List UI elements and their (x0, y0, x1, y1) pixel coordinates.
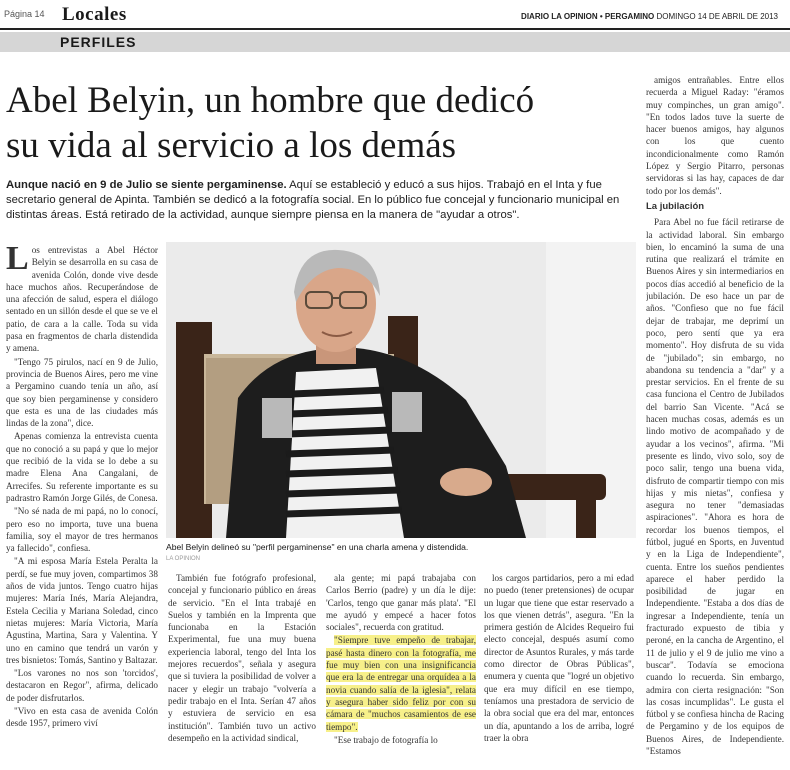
article-photo (166, 242, 636, 538)
paragraph: También fue fotógrafo profesional, concejal y funcionario público en áreas de servicio. "En el Inta trabajé en Suelos y también en la Imprenta que funcionaba en la Estación Experimental, fue una muy buena experiencia laboral, tengo del Inta los mejores recuerdos", señala y asegura que si tuviera la posibilidad de volver a nacer y elegir un trabajo "volvería a pedir trabajo en el Inta. Serían 47 años y estuviera de servicio en esa institución". También tuvo un activo desempeño en la actividad sindical, (168, 573, 316, 743)
photo-credit: LA OPINION (166, 556, 201, 562)
lede-text: Aquí se estableció y educó a sus hijos. Trabajó en el Inta y fue secretario general de Apinta. También se dedicó a la fotografía social. En lo público fue concejal y funcionario municipal en distintas áreas. Está retirado de la actividad, aunque siempre piensa en la manera de "ayudar a otros". (6, 179, 620, 221)
paragraph: "Vivo en esta casa de avenida Colón desde 1957, primero viví (6, 705, 158, 729)
paragraph: "Los varones no nos son 'torcidos', destacaron en Regor", afirma, delicado de poder disfrutarlos. (6, 668, 158, 703)
paragraph: Apenas comienza la entrevista cuenta que no conoció a su papá y que lo mejor que recibió de la vida se lo debe a su madre Elena Ana Cangalani, de Arrecifes. Su referente importante es su padrastro Ramón Jorge Gilés, de Conesa. (6, 431, 158, 503)
lede-bold: Aunque nació en 9 de Julio se siente pergaminense. (6, 179, 287, 191)
paragraph: "Ese trabajo de fotografía lo (334, 734, 438, 745)
paragraph: os entrevistas a Abel Héctor Belyin se desarrolla en su casa de avenida Colón, donde vive desde hace muchos años. Recuperándose de una afección de salud, espera el diálogo sentado en un sillón desde el que se ve el patio, de cara a la calle. Toda su vida pasa en fragmentos de charla distendida y amena. (6, 245, 158, 354)
headline-line-1: Abel Belyin, un hombre que dedicó (6, 80, 535, 121)
lede (6, 178, 642, 223)
article-column-1 (6, 244, 158, 768)
paragraph: amigos entrañables. Entre ellos recuerda a Miguel Raday: "éramos muy compinches, un gran amigo". "En todos lados tuve la suerte de hacer buenos amigos, hay algunos con los que cuento incondicionalmente como Ramón López y Sergio Pitarro, personas servidoras si las hay, capaces de dar todo por los demás". (646, 75, 784, 196)
article-column-2 (168, 572, 316, 770)
paragraph: "Tengo 75 pirulos, nací en 9 de Julio, provincia de Buenos Aires, pero me vine a Pergamino cuando tenía un año, así que soy bien pergaminense y considero que esta es una de las ciudades más lindas de la zona", dice. (6, 356, 158, 429)
subhead-jubilacion: La jubilación (646, 200, 705, 212)
article-column-3 (326, 572, 476, 770)
page-number: Página 14 (4, 9, 45, 19)
article-column-4 (484, 572, 634, 770)
section-title: Locales (62, 4, 127, 25)
paragraph: "A mi esposa María Estela Peralta la perdí, se fue muy joven, compartimos 38 años de vida juntos. Tengo cuatro hijas mujeres: María Inés, María Alejandra, Estela Cecilia y Mariana Soledad, cinco nietas mujeres: María Victoria, María Agustina, Martina, Sara y Valentina. Y uno en camino que tendrá un varón y tres bisnietos: Tomás, Santino y Baltazar. (6, 556, 158, 665)
headline-line-2: su vida al servicio a los demás (6, 125, 457, 166)
issue-date: DOMINGO 14 DE ABRIL DE 2013 (656, 12, 778, 21)
photo-caption: Abel Belyin delineó su "perfil pergaminense" en una charla amena y distendida. (166, 542, 469, 552)
paragraph: Para Abel no fue fácil retirarse de la actividad laboral. Sin embargo bien, lo encaminó la suma de una rutina que realizará el trámite en Buenos Aires y sin intermediarios en pocos días accedió al beneficio de la jubilación. De eso hace un par de años. "Confieso que no fue fácil dejar de trabajar, me deprimí un poco, pero sentí que ya era momento". Hoy disfruta de su vida de "jubilado"; sin embargo, no abandona su tendencia a "dar" y a prestar servicios. En el frente de su casa funciona el Centro de Jubilados del barrio San Vicente. "Acá se hacen muchas cosas, además es un lindo motivo de acompañado y de ayudar a los vecinos", afirma. "Mi presente es lindo, vivo solo, soy de poco salir, tengo una buena vida, disfruto de compartir tiempo con mis hijas y mis nietas", confiesa y asegura no tener "demasiadas aspiraciones". "Ahora es hora de recordar los buenos tiempos, el fútbol, jugué en Sports, en Juventud y en la Liga de Independiente", cuenta. Entre los sueños pendientes aparece el haber perdido la posibilidad de jugar en Independiente. "Estaba a dos días de ingresar a Independiente, tenía un fracturado expuesto de tibia y peroné, en la cancha de Argentino, el 11 de julio y el 9 de julio me vino a buscar". Todavía se emociona cuando lo recuerda. Sin embargo, admira con cierta resignación: "Son las cosas incumplidas". Le gusta el fútbol y se confiesa hincha de Racing de Pergamino y de los equipos de Buenos Aires, de Independiente. "Estamos (646, 217, 784, 757)
headline (6, 78, 636, 168)
masthead (521, 12, 778, 21)
header-rule (0, 28, 790, 30)
paragraph: "No sé nada de mi papá, no lo conocí, pero eso no importa, tuve una buena familia, soy el mayor de tres hermanos ya fallecido", confiesa. (6, 506, 158, 554)
subsection-label: PERFILES (60, 34, 137, 50)
paragraph: ala gente; mi papá trabajaba con Carlos Berrio (padre) y un día le dije: 'Carlos, tengo que ganar más plata'. "El me ayudó y empecé a hacer fotos sociales", recuerda con gratitud. (326, 573, 476, 633)
drop-cap: L (6, 244, 29, 277)
portrait-image (166, 242, 636, 538)
article-column-5 (646, 74, 784, 768)
highlighted-quote (326, 634, 476, 732)
paragraph: los cargos partidarios, pero a mi edad no puedo (tener pretensiones) de ocupar un lugar que tiene que estar reservado a los que vienen detrás", asegura. "En la primera gestión de Alcides Requeiro fui electo concejal, después asumí como director de Asuntos Rurales, y más tarde como director de Obras Públicas", enumera y cuenta que "logré un objetivo que era muy difícil en ese tiempo, teníamos una prestadora de servicio de la obra social que era del mar, entonces un día, apuntando a los de arriba, logré traer la obra (484, 573, 634, 743)
subsection-bar (0, 32, 790, 52)
newspaper-name: DIARIO LA OPINION • PERGAMINO (521, 12, 655, 21)
quote-highlight: "Siempre tuve empeño de trabajar, pasé hasta dinero con la fotografía, me fue muy bien con una insignificancia que era la de entregar una orquídea a la novia cuando salía de la iglesia", relata y asegura haber sido feliz por con su cámara de "muchos casamientos de ese tiempo". (326, 635, 476, 732)
